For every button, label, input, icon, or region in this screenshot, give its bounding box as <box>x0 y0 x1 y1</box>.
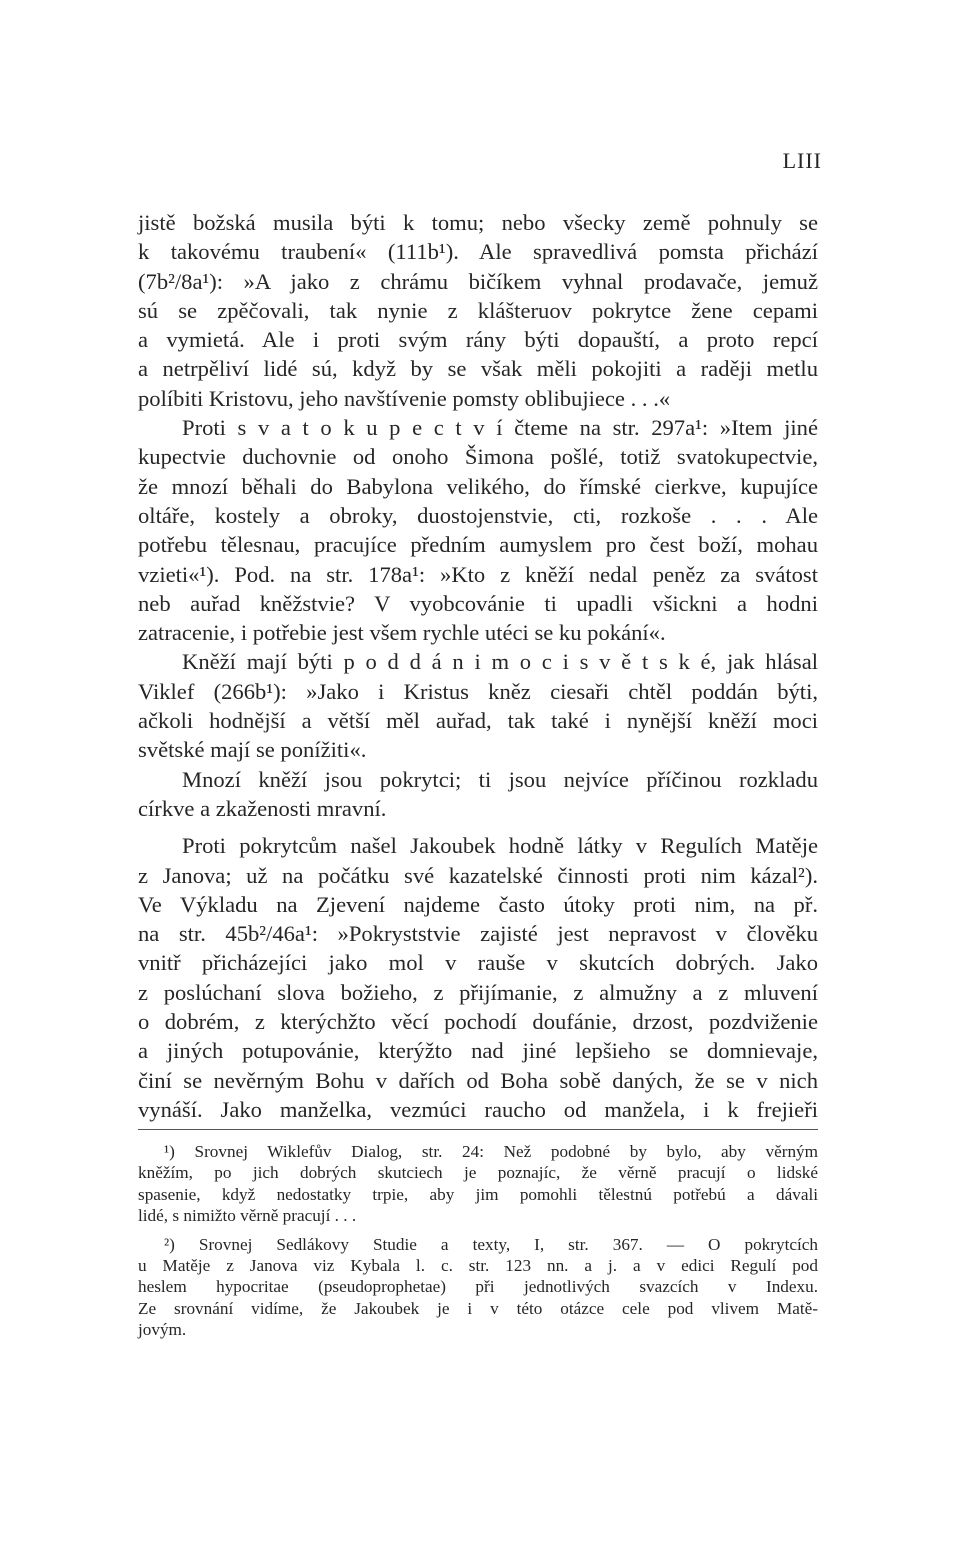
text-line: světské mají se ponížiti«. <box>138 737 367 763</box>
text-line: a jiných potupovánie, kterýžto nad jiné lepšieho se domnievaje, <box>138 1038 818 1064</box>
text-line: z Janova; už na počátku své kazatelské činnosti proti nim kázal²). <box>138 862 818 888</box>
footnote-line: lidé, s nimižto věrně pracují . . . <box>138 1206 357 1226</box>
text-line: a netrpěliví lidé sú, když by se však měli pokojiti a raději metlu <box>138 356 818 382</box>
text-line: vnitř přicházejíci jako mol v rauše v skutcích dobrých. Jako <box>138 950 818 976</box>
text-line: z poslúchaní slova božieho, z přijímanie, z almužny a z mluvení <box>138 979 818 1005</box>
text-line: vzieti«¹). Pod. na str. 178a¹: »Kto z kněží nedal peněz za svátost <box>138 561 818 587</box>
text-line: neb auřad kněžstvie? V vyobcovánie ti upadli všickni a hodni <box>138 590 818 616</box>
text-line: o dobrém, z kterýchžto věcí pochodí doufánie, drzost, pozdviženie <box>138 1009 818 1035</box>
footnote-line: ²) Srovnej Sedlákovy Studie a texty, I, str. 367. — O pokrytcích <box>164 1234 818 1254</box>
text-line: Ve Výkladu na Zjevení najdeme často útoky proti nim, na př. <box>138 891 818 917</box>
text-line: Proti s v a t o k u p e c t v í čteme na str. 297a¹: »Item jiné <box>182 415 818 441</box>
text-line: na str. 45b²/46a¹: »Pokryststvie zajisté jest nepravost v člověku <box>138 921 818 947</box>
page-number: LIII <box>782 148 822 173</box>
footnote-line: kněžím, po jich dobrých skutciech je poznajíc, že věrně pracují o lidské <box>138 1163 818 1183</box>
text-line: Mnozí kněží jsou pokrytci; ti jsou nejvíce příčinou rozkladu <box>182 766 818 792</box>
footnote-line: Ze srovnání vidíme, že Jakoubek je i v této otázce cele pod vlivem Matě- <box>138 1298 818 1318</box>
text-line: činí se nevěrným Bohu v dařích od Boha sobě daných, že se v nich <box>138 1067 818 1093</box>
text-line: církve a zkaženosti mravní. <box>138 795 387 821</box>
footnote-rule <box>138 1129 818 1130</box>
footnotes <box>138 1141 818 1341</box>
text-line: políbiti Kristovu, jeho navštívenie pomsty oblibujiece . . .« <box>138 385 671 411</box>
text-line: oltáře, kostely a obroky, duostojenstvie, cti, rozkoše . . . Ale <box>138 502 818 528</box>
main-text <box>138 208 818 1124</box>
text-line: že mnozí běhali do Babylona velikého, do římské cierkve, kupujíce <box>138 473 818 499</box>
footnote-line: ¹) Srovnej Wiklefův Dialog, str. 24: Než podobné by bylo, aby věrným <box>164 1142 818 1161</box>
text-line: (7b²/8a¹): »A jako z chrámu bičíkem vyhnal prodavače, jemuž <box>138 268 818 294</box>
text-line: a vymietá. Ale i proti svým rány býti dopauští, a proto repcí <box>138 327 818 353</box>
text-line: kupectvie duchovnie od onoho Šimona pošlé, totiž svatokupectvie, <box>138 444 818 470</box>
text-line: zatracenie, i potřebie jest všem rychle utéci se ku pokání«. <box>138 620 666 646</box>
text-line: k takovému traubení« (111b¹). Ale spravedlivá pomsta přichází <box>138 239 818 265</box>
footnote-line: jovým. <box>138 1320 187 1340</box>
text-line: potřebu tělesnau, pracujíce předním aumyslem pro čest boží, mohau <box>138 532 818 558</box>
text-line: jistě božská musila býti k tomu; nebo všecky země pohnuly se <box>138 210 818 235</box>
footnote-line: spasenie, když nedostatky trpie, aby jim pomohli tělestnú potřebú a dávali <box>138 1184 818 1204</box>
text-line: sú se zpěčovali, tak nynie z klášteruov pokrytce žene cepami <box>138 297 818 323</box>
footnote-line: u Matěje z Janova viz Kybala l. c. str. 123 nn. a j. a v edici Regulí pod <box>138 1255 818 1275</box>
text-line: ačkoli hodnější a větší měl auřad, tak také i nynější kněží moci <box>138 708 818 734</box>
text-line: vynáší. Jako manželka, vezmúci raucho od manžela, i k frejieři <box>138 1096 818 1122</box>
footnote-line: heslem hypocritae (pseudoprophetae) při jednotlivých svazcích v Indexu. <box>138 1277 818 1297</box>
text-line: Proti pokrytcům našel Jakoubek hodně látky v Regulích Matěje <box>182 833 818 859</box>
text-line: Viklef (266b¹): »Jako i Kristus kněz ciesaři chtěl poddán býti, <box>138 678 818 704</box>
text-line: Kněží mají býti p o d d á n i m o c i s v ě t s k é, jak hlásal <box>182 649 818 675</box>
